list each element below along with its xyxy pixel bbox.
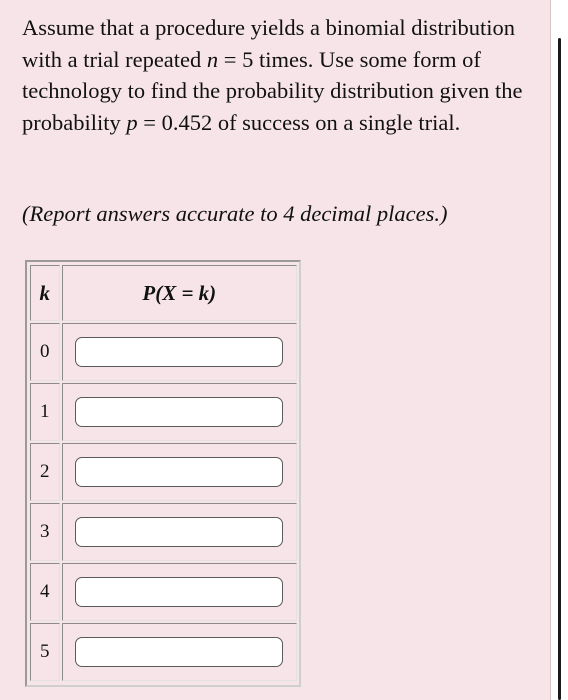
probability-input-k1[interactable] <box>75 397 283 427</box>
rounding-note: (Report answers accurate to 4 decimal places.) <box>22 201 448 226</box>
n-value: 5 <box>242 46 254 72</box>
probability-cell <box>62 383 297 441</box>
table-row <box>30 563 297 621</box>
equals-sign: = <box>218 46 243 72</box>
probability-cell <box>62 443 297 501</box>
question-text-part2: times. Use some form of technology to find the probability distribution given the probability <box>22 46 523 135</box>
question-text-part1: Assume that a procedure yields a binomial distribution with a trial repeated <box>22 15 516 72</box>
probability-cell <box>62 323 297 381</box>
probability-cell <box>62 623 297 681</box>
k-value-cell: 5 <box>30 623 60 681</box>
k-value-cell: 2 <box>30 443 60 501</box>
distribution-table <box>28 263 299 683</box>
k-value-cell: 1 <box>30 383 60 441</box>
scrollbar-track[interactable] <box>554 0 568 700</box>
probability-cell <box>62 503 297 561</box>
table-row <box>30 443 297 501</box>
probability-input-k4[interactable] <box>75 577 283 607</box>
equals-sign: = <box>137 109 162 135</box>
scrollbar-thumb[interactable] <box>558 38 561 700</box>
table-row <box>30 503 297 561</box>
k-value-cell: 0 <box>30 323 60 381</box>
probability-input-k5[interactable] <box>75 637 283 667</box>
table-row <box>30 623 297 681</box>
table-header-row <box>30 265 297 321</box>
header-k: k <box>30 265 60 321</box>
p-symbol: p <box>126 109 138 135</box>
distribution-table-frame <box>25 260 301 687</box>
k-value-cell: 3 <box>30 503 60 561</box>
question-text <box>22 12 532 138</box>
p-value: 0.452 <box>161 109 213 135</box>
table-row <box>30 383 297 441</box>
probability-input-k0[interactable] <box>75 337 283 367</box>
table-row <box>30 323 297 381</box>
header-probability: P(X = k) <box>62 265 297 321</box>
n-symbol: n <box>206 46 219 72</box>
probability-input-k3[interactable] <box>75 517 283 547</box>
k-value-cell: 4 <box>30 563 60 621</box>
question-text-part3: of success on a single trial. <box>212 109 461 135</box>
probability-cell <box>62 563 297 621</box>
probability-input-k2[interactable] <box>75 457 283 487</box>
